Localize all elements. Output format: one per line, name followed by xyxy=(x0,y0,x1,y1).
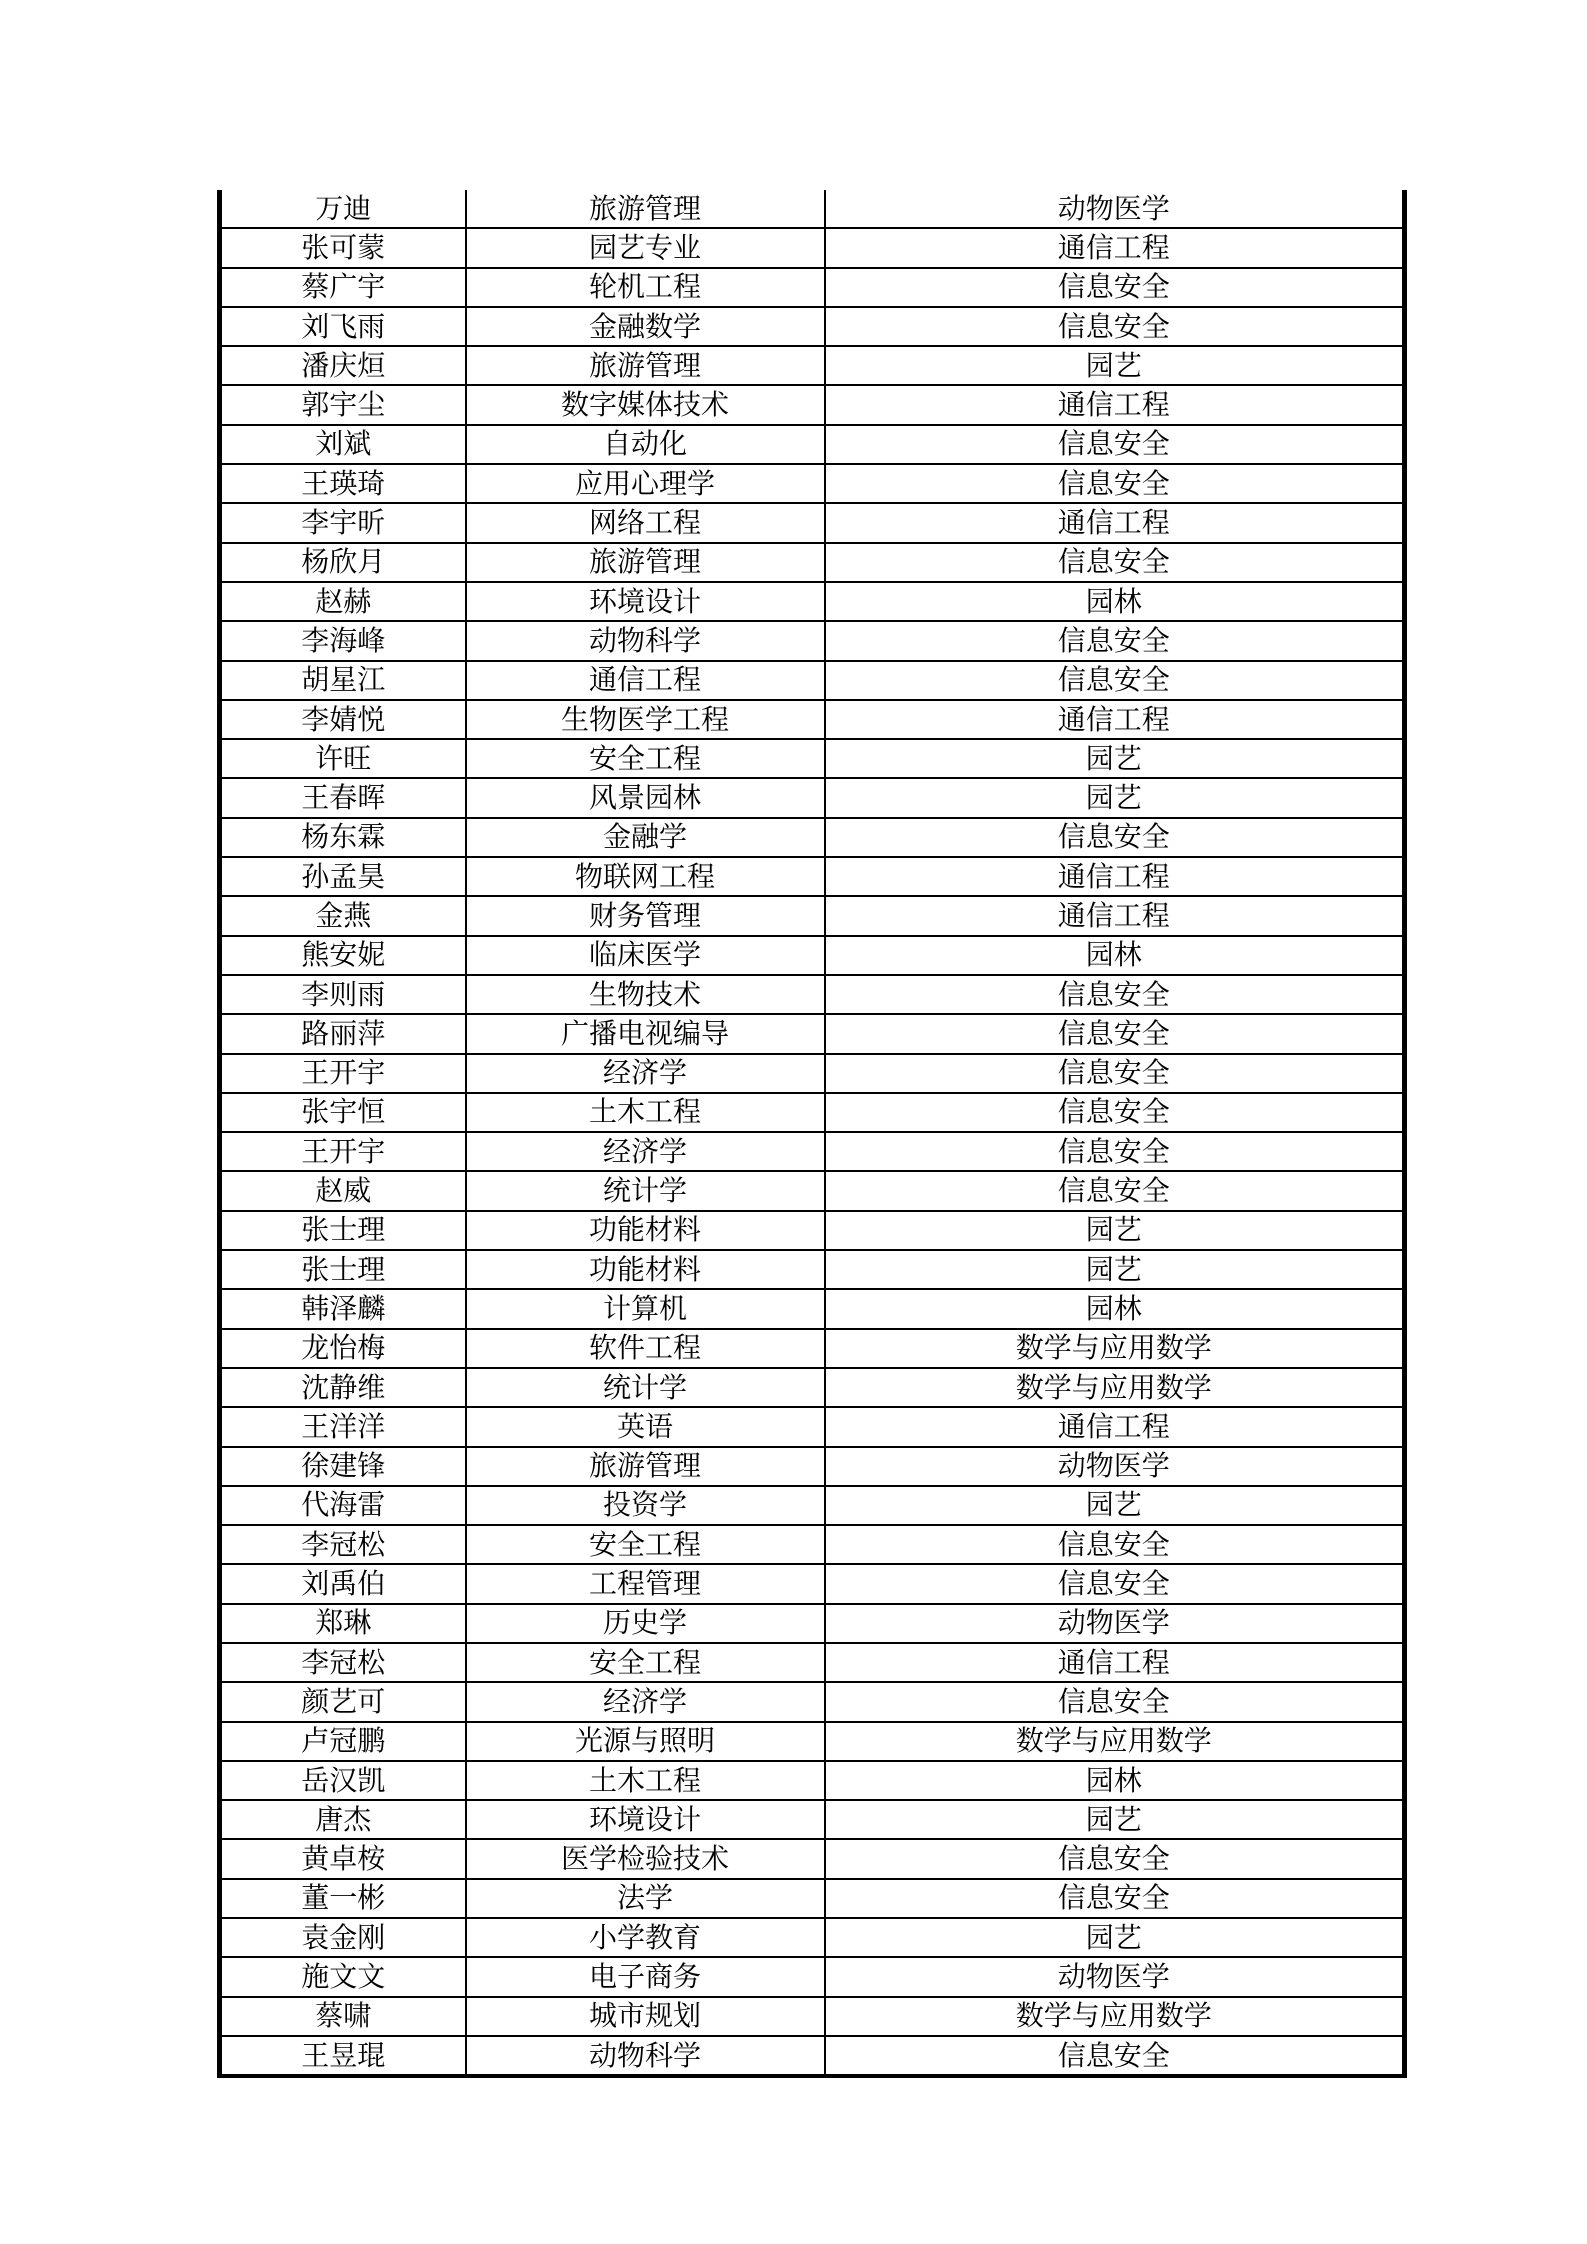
target-cell: 信息安全 xyxy=(825,1879,1405,1918)
target-cell: 信息安全 xyxy=(825,1682,1405,1721)
table-row xyxy=(220,1722,1405,1761)
target-cell: 信息安全 xyxy=(825,1132,1405,1171)
table-row xyxy=(220,1447,1405,1486)
target-cell: 信息安全 xyxy=(825,543,1405,582)
major-cell: 自动化 xyxy=(466,425,825,464)
table-row xyxy=(220,1289,1405,1328)
name-cell: 张士理 xyxy=(220,1211,466,1250)
target-cell: 园艺 xyxy=(825,1918,1405,1957)
table-row xyxy=(220,1486,1405,1525)
table-row xyxy=(220,1407,1405,1446)
name-cell: 蔡啸 xyxy=(220,1997,466,2036)
major-cell: 土木工程 xyxy=(466,1761,825,1800)
major-cell: 物联网工程 xyxy=(466,857,825,896)
name-cell: 王开宇 xyxy=(220,1132,466,1171)
target-cell: 信息安全 xyxy=(825,818,1405,857)
name-cell: 蔡广宇 xyxy=(220,268,466,307)
name-cell: 唐杰 xyxy=(220,1800,466,1839)
target-cell: 信息安全 xyxy=(825,1054,1405,1093)
major-cell: 土木工程 xyxy=(466,1093,825,1132)
table-row xyxy=(220,1800,1405,1839)
major-cell: 轮机工程 xyxy=(466,268,825,307)
target-cell: 动物医学 xyxy=(825,1604,1405,1643)
name-cell: 李则雨 xyxy=(220,975,466,1014)
target-cell: 园艺 xyxy=(825,1211,1405,1250)
target-cell: 通信工程 xyxy=(825,896,1405,935)
name-cell: 潘庆烜 xyxy=(220,346,466,385)
name-cell: 李海峰 xyxy=(220,621,466,660)
name-cell: 胡星江 xyxy=(220,661,466,700)
major-cell: 软件工程 xyxy=(466,1329,825,1368)
name-cell: 王洋洋 xyxy=(220,1407,466,1446)
major-cell: 法学 xyxy=(466,1879,825,1918)
target-cell: 园林 xyxy=(825,582,1405,621)
table-row xyxy=(220,503,1405,542)
table-row xyxy=(220,1093,1405,1132)
name-cell: 金燕 xyxy=(220,896,466,935)
name-cell: 董一彬 xyxy=(220,1879,466,1918)
table-row xyxy=(220,307,1405,346)
target-cell: 通信工程 xyxy=(825,1407,1405,1446)
name-cell: 万迪 xyxy=(220,190,466,228)
major-cell: 旅游管理 xyxy=(466,190,825,228)
name-cell: 郑琳 xyxy=(220,1604,466,1643)
table-row xyxy=(220,190,1405,228)
target-cell: 通信工程 xyxy=(825,1643,1405,1682)
table-row xyxy=(220,1839,1405,1878)
target-cell: 园林 xyxy=(825,1289,1405,1328)
table-row xyxy=(220,1604,1405,1643)
name-cell: 韩泽麟 xyxy=(220,1289,466,1328)
table-row xyxy=(220,1132,1405,1171)
name-cell: 王昱琨 xyxy=(220,2036,466,2076)
target-cell: 信息安全 xyxy=(825,1564,1405,1603)
target-cell: 园艺 xyxy=(825,1250,1405,1289)
table-row xyxy=(220,1368,1405,1407)
table-row xyxy=(220,975,1405,1014)
table-row xyxy=(220,818,1405,857)
major-cell: 旅游管理 xyxy=(466,1447,825,1486)
table-row xyxy=(220,896,1405,935)
table-row xyxy=(220,1014,1405,1053)
name-cell: 卢冠鹏 xyxy=(220,1722,466,1761)
major-cell: 小学教育 xyxy=(466,1918,825,1957)
table-row xyxy=(220,1879,1405,1918)
name-cell: 郭宇尘 xyxy=(220,385,466,424)
major-cell: 风景园林 xyxy=(466,778,825,817)
target-cell: 信息安全 xyxy=(825,425,1405,464)
table-row xyxy=(220,582,1405,621)
name-cell: 袁金刚 xyxy=(220,1918,466,1957)
target-cell: 信息安全 xyxy=(825,621,1405,660)
major-cell: 安全工程 xyxy=(466,1643,825,1682)
target-cell: 数学与应用数学 xyxy=(825,1329,1405,1368)
major-cell: 通信工程 xyxy=(466,661,825,700)
target-cell: 动物医学 xyxy=(825,190,1405,228)
table-row xyxy=(220,1171,1405,1210)
name-cell: 龙怡梅 xyxy=(220,1329,466,1368)
table-row xyxy=(220,385,1405,424)
major-cell: 金融学 xyxy=(466,818,825,857)
major-cell: 金融数学 xyxy=(466,307,825,346)
target-cell: 通信工程 xyxy=(825,857,1405,896)
table-row xyxy=(220,1682,1405,1721)
table-row xyxy=(220,661,1405,700)
name-cell: 李冠松 xyxy=(220,1525,466,1564)
table-row xyxy=(220,1250,1405,1289)
name-cell: 刘飞雨 xyxy=(220,307,466,346)
table-row xyxy=(220,1329,1405,1368)
table-row xyxy=(220,739,1405,778)
student-table-body xyxy=(220,190,1405,2076)
major-cell: 广播电视编导 xyxy=(466,1014,825,1053)
major-cell: 经济学 xyxy=(466,1054,825,1093)
target-cell: 信息安全 xyxy=(825,1093,1405,1132)
major-cell: 网络工程 xyxy=(466,503,825,542)
target-cell: 园林 xyxy=(825,1761,1405,1800)
target-cell: 园艺 xyxy=(825,346,1405,385)
target-cell: 信息安全 xyxy=(825,1525,1405,1564)
target-cell: 园艺 xyxy=(825,778,1405,817)
table-row xyxy=(220,700,1405,739)
name-cell: 王春晖 xyxy=(220,778,466,817)
table-row xyxy=(220,1525,1405,1564)
name-cell: 张可蒙 xyxy=(220,228,466,267)
target-cell: 数学与应用数学 xyxy=(825,1997,1405,2036)
table-row xyxy=(220,621,1405,660)
name-cell: 颜艺可 xyxy=(220,1682,466,1721)
name-cell: 张宇恒 xyxy=(220,1093,466,1132)
major-cell: 临床医学 xyxy=(466,936,825,975)
major-cell: 经济学 xyxy=(466,1682,825,1721)
name-cell: 代海雷 xyxy=(220,1486,466,1525)
name-cell: 徐建锋 xyxy=(220,1447,466,1486)
name-cell: 岳汉凯 xyxy=(220,1761,466,1800)
name-cell: 王开宇 xyxy=(220,1054,466,1093)
major-cell: 生物医学工程 xyxy=(466,700,825,739)
major-cell: 功能材料 xyxy=(466,1250,825,1289)
table-row xyxy=(220,1054,1405,1093)
target-cell: 通信工程 xyxy=(825,228,1405,267)
major-cell: 旅游管理 xyxy=(466,543,825,582)
table-row xyxy=(220,1918,1405,1957)
target-cell: 信息安全 xyxy=(825,975,1405,1014)
name-cell: 沈静维 xyxy=(220,1368,466,1407)
major-cell: 安全工程 xyxy=(466,739,825,778)
major-cell: 功能材料 xyxy=(466,1211,825,1250)
table-row xyxy=(220,1761,1405,1800)
target-cell: 信息安全 xyxy=(825,268,1405,307)
name-cell: 赵赫 xyxy=(220,582,466,621)
target-cell: 信息安全 xyxy=(825,464,1405,503)
major-cell: 历史学 xyxy=(466,1604,825,1643)
name-cell: 王瑛琦 xyxy=(220,464,466,503)
name-cell: 施文文 xyxy=(220,1957,466,1996)
target-cell: 信息安全 xyxy=(825,307,1405,346)
major-cell: 环境设计 xyxy=(466,1800,825,1839)
major-cell: 财务管理 xyxy=(466,896,825,935)
target-cell: 动物医学 xyxy=(825,1957,1405,1996)
table-row xyxy=(220,1564,1405,1603)
table-row xyxy=(220,2036,1405,2076)
name-cell: 黄卓桉 xyxy=(220,1839,466,1878)
major-cell: 应用心理学 xyxy=(466,464,825,503)
name-cell: 李宇昕 xyxy=(220,503,466,542)
name-cell: 孙孟昊 xyxy=(220,857,466,896)
major-cell: 数字媒体技术 xyxy=(466,385,825,424)
name-cell: 张士理 xyxy=(220,1250,466,1289)
name-cell: 许旺 xyxy=(220,739,466,778)
major-cell: 环境设计 xyxy=(466,582,825,621)
name-cell: 熊安妮 xyxy=(220,936,466,975)
table-row xyxy=(220,228,1405,267)
major-cell: 光源与照明 xyxy=(466,1722,825,1761)
name-cell: 李冠松 xyxy=(220,1643,466,1682)
table-row xyxy=(220,425,1405,464)
major-cell: 工程管理 xyxy=(466,1564,825,1603)
name-cell: 路丽萍 xyxy=(220,1014,466,1053)
major-cell: 安全工程 xyxy=(466,1525,825,1564)
major-cell: 电子商务 xyxy=(466,1957,825,1996)
table-row xyxy=(220,268,1405,307)
table-row xyxy=(220,1997,1405,2036)
table-row xyxy=(220,464,1405,503)
major-cell: 园艺专业 xyxy=(466,228,825,267)
target-cell: 园艺 xyxy=(825,1800,1405,1839)
target-cell: 数学与应用数学 xyxy=(825,1722,1405,1761)
target-cell: 园艺 xyxy=(825,739,1405,778)
major-cell: 计算机 xyxy=(466,1289,825,1328)
major-cell: 生物技术 xyxy=(466,975,825,1014)
major-cell: 动物科学 xyxy=(466,621,825,660)
table-row xyxy=(220,543,1405,582)
major-cell: 医学检验技术 xyxy=(466,1839,825,1878)
target-cell: 通信工程 xyxy=(825,503,1405,542)
major-cell: 统计学 xyxy=(466,1368,825,1407)
target-cell: 通信工程 xyxy=(825,700,1405,739)
table-row xyxy=(220,778,1405,817)
major-cell: 投资学 xyxy=(466,1486,825,1525)
target-cell: 信息安全 xyxy=(825,1839,1405,1878)
table-row xyxy=(220,1957,1405,1996)
major-cell: 旅游管理 xyxy=(466,346,825,385)
table-row xyxy=(220,1643,1405,1682)
target-cell: 信息安全 xyxy=(825,1014,1405,1053)
table-row xyxy=(220,936,1405,975)
target-cell: 信息安全 xyxy=(825,661,1405,700)
target-cell: 信息安全 xyxy=(825,1171,1405,1210)
student-table xyxy=(217,190,1407,2078)
name-cell: 杨东霖 xyxy=(220,818,466,857)
table-row xyxy=(220,346,1405,385)
target-cell: 动物医学 xyxy=(825,1447,1405,1486)
major-cell: 动物科学 xyxy=(466,2036,825,2076)
major-cell: 英语 xyxy=(466,1407,825,1446)
name-cell: 杨欣月 xyxy=(220,543,466,582)
table-row xyxy=(220,857,1405,896)
target-cell: 信息安全 xyxy=(825,2036,1405,2076)
target-cell: 通信工程 xyxy=(825,385,1405,424)
target-cell: 数学与应用数学 xyxy=(825,1368,1405,1407)
major-cell: 城市规划 xyxy=(466,1997,825,2036)
table-row xyxy=(220,1211,1405,1250)
name-cell: 李婧悦 xyxy=(220,700,466,739)
name-cell: 刘斌 xyxy=(220,425,466,464)
target-cell: 园林 xyxy=(825,936,1405,975)
major-cell: 统计学 xyxy=(466,1171,825,1210)
major-cell: 经济学 xyxy=(466,1132,825,1171)
name-cell: 刘禹伯 xyxy=(220,1564,466,1603)
name-cell: 赵威 xyxy=(220,1171,466,1210)
target-cell: 园艺 xyxy=(825,1486,1405,1525)
